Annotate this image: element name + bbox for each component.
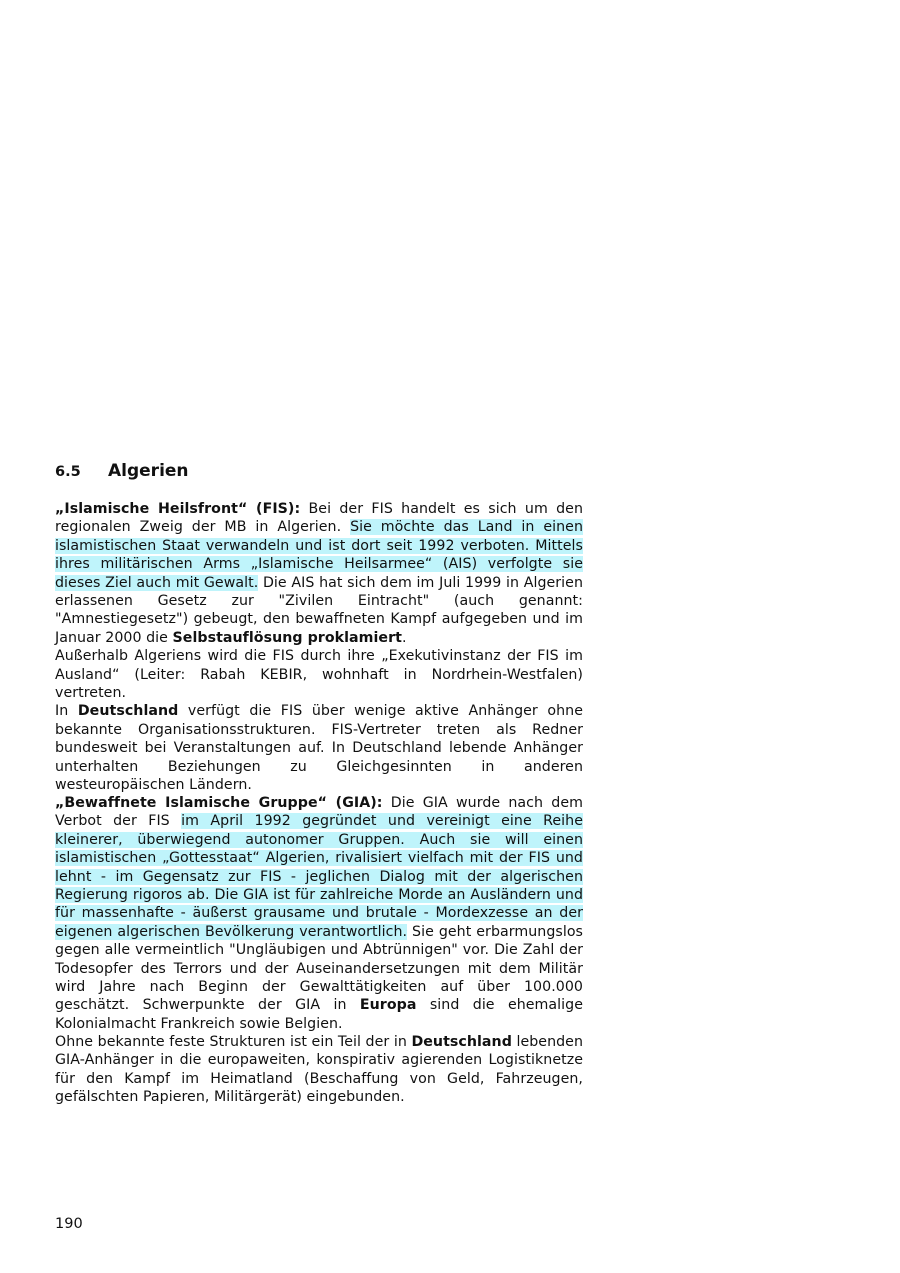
fis-bold-2: Selbstauflösung proklamiert	[172, 629, 402, 646]
section-title: Algerien	[108, 461, 189, 481]
fis-text-2: Die AIS hat sich dem im Juli 1999 in Algerien erlassenen Gesetz zur "Zivilen Eintracht" (auch genannt: "Amnestiegesetz") gebeugt, den bewaffneten Kampf aufgegeben und im Januar 2000 die	[55, 574, 583, 646]
fis-p3-pre: In	[55, 703, 78, 720]
final-paragraph	[55, 1033, 583, 1107]
fis-section	[55, 500, 583, 795]
fis-p3-rest: verfügt die FIS über wenige aktive Anhänger ohne bekannte Organisationsstrukturen. FIS-Vertreter treten als Redner bundesweit bei Veranstaltungen auf. In Deutschland lebende Anhänger unterhalten Beziehungen zu Gleichgesinnten in anderen westeuropäischen Ländern.	[55, 703, 583, 794]
section-number: 6.5	[55, 464, 81, 480]
fis-lead: „Islamische Heilsfront“ (FIS):	[55, 501, 301, 517]
fis-deutschland-paragraph	[55, 702, 583, 794]
gia-section	[55, 794, 583, 1033]
final-pre: Ohne bekannte feste Strukturen ist ein Teil der in	[55, 1034, 412, 1050]
fis-paragraph	[55, 500, 583, 647]
fis-p3-bold: Deutschland	[77, 703, 179, 720]
page-number: 190	[55, 1216, 83, 1232]
gia-bold-2: Europa	[359, 997, 417, 1014]
gia-text-3: sind die ehemalige Kolonialmacht Frankreich sowie Belgien.	[55, 997, 583, 1032]
final-bold: Deutschland	[411, 1034, 512, 1050]
gia-text-2: Sie geht erbarmungslos gegen alle vermeintlich "Ungläubigen und Abtrünnigen" vor. Die Zahl der Todesopfer des Terrors und der Auseinandersetzungen mit dem Militär wird Jahre nach Beginn der Gewalttätigkeiten auf über 100.000 geschätzt. Schwerpunkte der GIA in	[55, 923, 583, 1014]
gia-paragraph	[55, 794, 583, 1033]
gia-lead: „Bewaffnete Islamische Gruppe“ (GIA):	[55, 795, 383, 811]
section-heading	[55, 461, 189, 481]
final-rest: lebenden GIA-Anhänger in die europaweiten, konspirativ agierenden Logistiknetze für den Kampf im Heimatland (Beschaffung von Geld, Fahrzeugen, gefälschten Papieren, Militärgerät) eingebunden.	[55, 1034, 584, 1106]
fis-text-1: Bei der FIS handelt es sich um den regionalen Zweig der MB in Algerien.	[55, 501, 583, 536]
gia-highlight: im April 1992 gegründet und vereinigt eine Reihe kleinerer, überwiegend autonomer Gruppen. Auch sie will einen islamistischen „Gottesstaat“ Algerien, rivalisiert vielfach mit der FIS und lehnt - im Gegensatz zur FIS - jeglichen Dialog mit der algerischen Regierung rigoros ab. Die GIA ist für zahlreiche Morde an Ausländern und für massenhafte - äußerst grausame und brutale - Mordexzesse an der eigenen algerischen Bevölkerung verantwortlich.	[55, 813, 583, 940]
final-section	[55, 1033, 583, 1107]
fis-highlight: Sie möchte das Land in einen islamistischen Staat verwandeln und ist dort seit 1992 verboten. Mittels ihres militärischen Arms „Islamische Heilsarmee“ (AIS) verfolgte sie dieses Ziel auch mit Gewalt.	[55, 519, 583, 591]
fis-ausland-paragraph: Außerhalb Algeriens wird die FIS durch ihre „Exekutivinstanz der FIS im Ausland“ (Leiter: Rabah KEBIR, wohnhaft in Nordrhein-Westfalen) vertreten.	[55, 648, 583, 702]
fis-text-3: .	[401, 629, 407, 646]
gia-text-1: Die GIA wurde nach dem Verbot der FIS	[55, 795, 584, 830]
